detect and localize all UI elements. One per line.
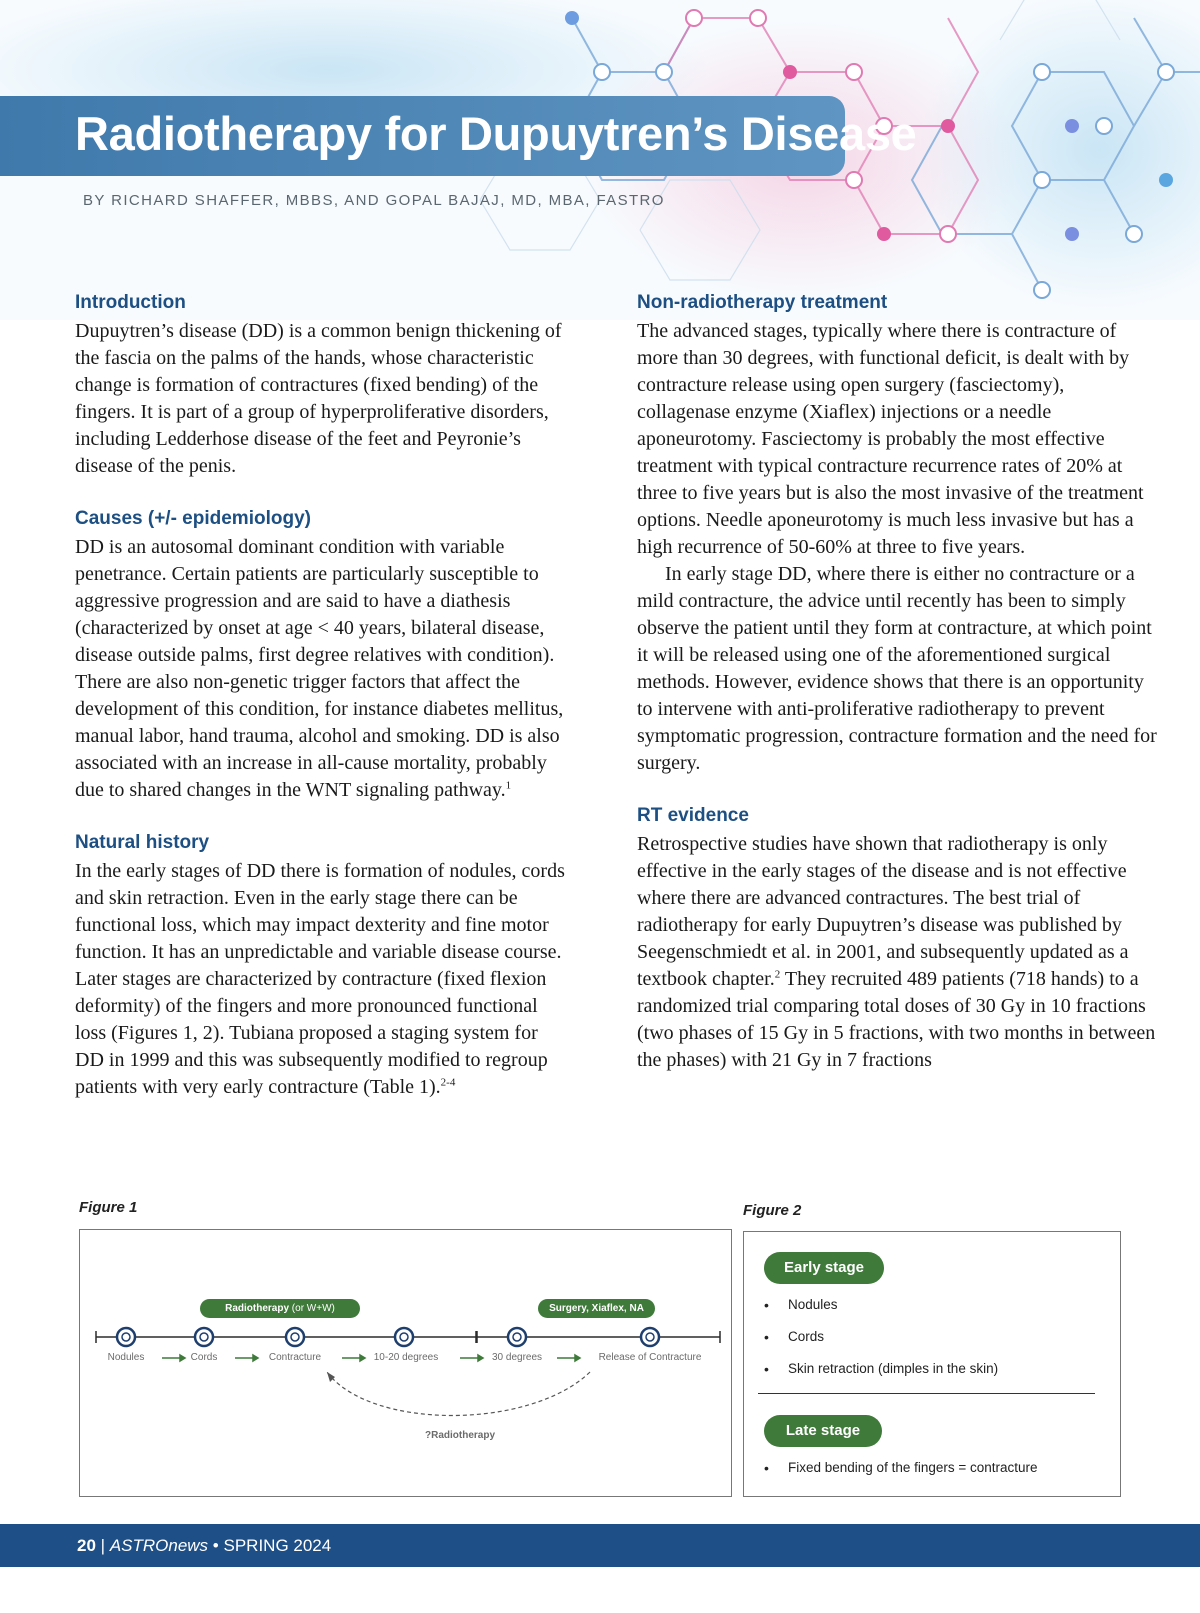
byline: BY RICHARD SHAFFER, MBBS, AND GOPAL BAJAJ, MD, MBA, FASTRO [83,192,665,209]
node-label-release: Release of Contracture [598,1352,702,1363]
radiotherapy-pill-text: Radiotherapy [225,1303,290,1314]
footer-separator: | [100,1536,106,1555]
right-column [637,290,1157,1100]
disease-timeline-diagram [80,1230,733,1498]
arrow-5 [557,1355,580,1361]
figure-2 [743,1231,1121,1497]
issue-label: SPRING 2024 [223,1536,332,1555]
rt-evidence-text-a: Retrospective studies have shown that radiotherapy is only effective in the early stages of the disease and is not effective where there are advanced contractures. The best trial of radiotherapy for early Dupuytren’s disease was published by Seegenschmiedt et al. in 2001, and subsequently updated as a textbook chapter. [637,833,1129,990]
arrow-2 [235,1355,258,1361]
natural-history-section [75,830,570,1101]
non-rt-text-1: The advanced stages, typically where there is contracture of more than 30 degrees, with functional deficit, is dealt with by contracture release using open surgery (fasciectomy), collagenase enzyme (Xiaflex) injections or a needle aponeurotomy. Fasciectomy is probably the most effective treatment with typical contracture recurrence rates of 20% at three to five years but is also the most invasive of the treatment options. Needle aponeurotomy is much less invasive but has a high recurrence of 50-60% at three to five years. [637,320,1144,558]
natural-history-ref: 2-4 [440,1076,456,1089]
node-label-contracture: Contracture [268,1352,322,1363]
early-stage-item: • Skin retraction (dimples in the skin) [744,1361,998,1393]
late-stage-pill: Late stage [764,1415,882,1447]
node-label-nodules: Nodules [107,1352,145,1363]
early-stage-pill: Early stage [764,1252,884,1284]
node-label-cords: Cords [190,1352,218,1363]
rt-evidence-heading: RT evidence [637,805,749,826]
article-title: Radiotherapy for Dupuytren’s Disease [75,107,917,160]
node-label-10-20-degrees: 10-20 degrees [373,1352,439,1363]
non-rt-heading: Non-radiotherapy treatment [637,292,888,313]
introduction-text: Dupuytren’s disease (DD) is a common benign thickening of the fascia on the palms of the hands, whose characteristic change is formation of contractures (fixed bending) of the fingers. It is part of a group of hyperproliferative disorders, including Ledderhose disease of the feet and Peyronie’s disease of the penis. [75,320,562,477]
timeline-node-release [641,1328,659,1346]
causes-section [75,506,570,804]
timeline-node-nodules [117,1328,135,1346]
page-number: 20 [77,1536,96,1555]
surgery-pill: Surgery, Xiaflex, NA [538,1299,655,1318]
rt-evidence-ref: 2 [774,968,781,981]
node-label-30-degrees: 30 degrees [491,1352,543,1363]
introduction-heading: Introduction [75,292,186,313]
publication-name: ASTROnews [109,1536,209,1555]
left-column [75,290,570,1127]
arrow-3 [342,1355,365,1361]
figure-1 [79,1229,732,1497]
radiotherapy-pill-suffix: (or W+W) [289,1303,335,1314]
arrow-4 [460,1355,483,1361]
introduction-section [75,290,570,480]
natural-history-paragraph [75,858,570,1101]
radiotherapy-dashed-curve [327,1372,590,1416]
timeline-node-contracture [286,1328,304,1346]
rt-evidence-section [637,803,1157,1074]
figure-2-label: Figure 2 [743,1202,802,1219]
footer-dot: • [212,1536,219,1555]
causes-heading: Causes (+/- epidemiology) [75,508,311,529]
late-stage-list [744,1460,1038,1492]
page-footer [0,1524,1200,1567]
arrow-1 [162,1355,185,1361]
rt-evidence-paragraph [637,831,1157,1074]
timeline-node-cords [195,1328,213,1346]
causes-ref: 1 [505,779,512,792]
stage-divider [758,1393,1095,1394]
radiotherapy-question-label: ?Radiotherapy [425,1430,496,1441]
early-stage-item: • Cords [744,1329,998,1361]
natural-history-text: In the early stages of DD there is formation of nodules, cords and skin retraction. Even in the early stage there can be functional loss, which may impact dexterity and fine motor function. It has an unpredictable and variable disease course. Later stages are characterized by contracture (fixed flexion deformity) of the fingers and more pronounced functional loss (Figures 1, 2). Tubiana proposed a staging system for DD in 1999 and this was subsequently modified to regroup patients with very early contracture (Table 1). [75,860,565,1098]
timeline-node-30-degrees [508,1328,526,1346]
figure-1-label: Figure 1 [79,1199,138,1216]
causes-text: DD is an autosomal dominant condition with variable penetrance. Certain patients are particularly susceptible to aggressive progression and are said to have a diathesis (characterized by onset at age < 40 years, bilateral disease, disease outside palms, first degree relatives with condition). There are also non-genetic trigger factors that affect the development of this condition, for instance diabetes mellitus, manual labor, hand trauma, alcohol and smoking. DD is also associated with an increase in all-cause mortality, probably due to shared changes in the WNT signaling pathway. [75,536,564,801]
timeline-node-10-20-degrees [395,1328,413,1346]
late-stage-item: • Fixed bending of the fingers = contracture [744,1460,1038,1492]
non-rt-text-2: In early stage DD, where there is either no contracture or a mild contracture, the advice until recently has been to simply observe the patient until they form at contracture, at which point it will be released using one of the aforementioned surgical methods. However, evidence shows that there is an opportunity to intervene with anti-proliferative radiotherapy to prevent symptomatic progression, contracture formation and the need for surgery. [637,563,1157,774]
natural-history-heading: Natural history [75,832,210,853]
early-stage-list [744,1297,998,1393]
non-rt-section [637,290,1157,777]
causes-paragraph [75,534,570,804]
rt-evidence-text-b: They recruited 489 patients (718 hands) to a randomized trial comparing total doses of 30 Gy in 10 fractions (two phases of 15 Gy in 5 fractions, with two months in between the phases) with 21 Gy in 7 fractions [637,968,1156,1071]
early-stage-item: • Nodules [744,1297,998,1329]
